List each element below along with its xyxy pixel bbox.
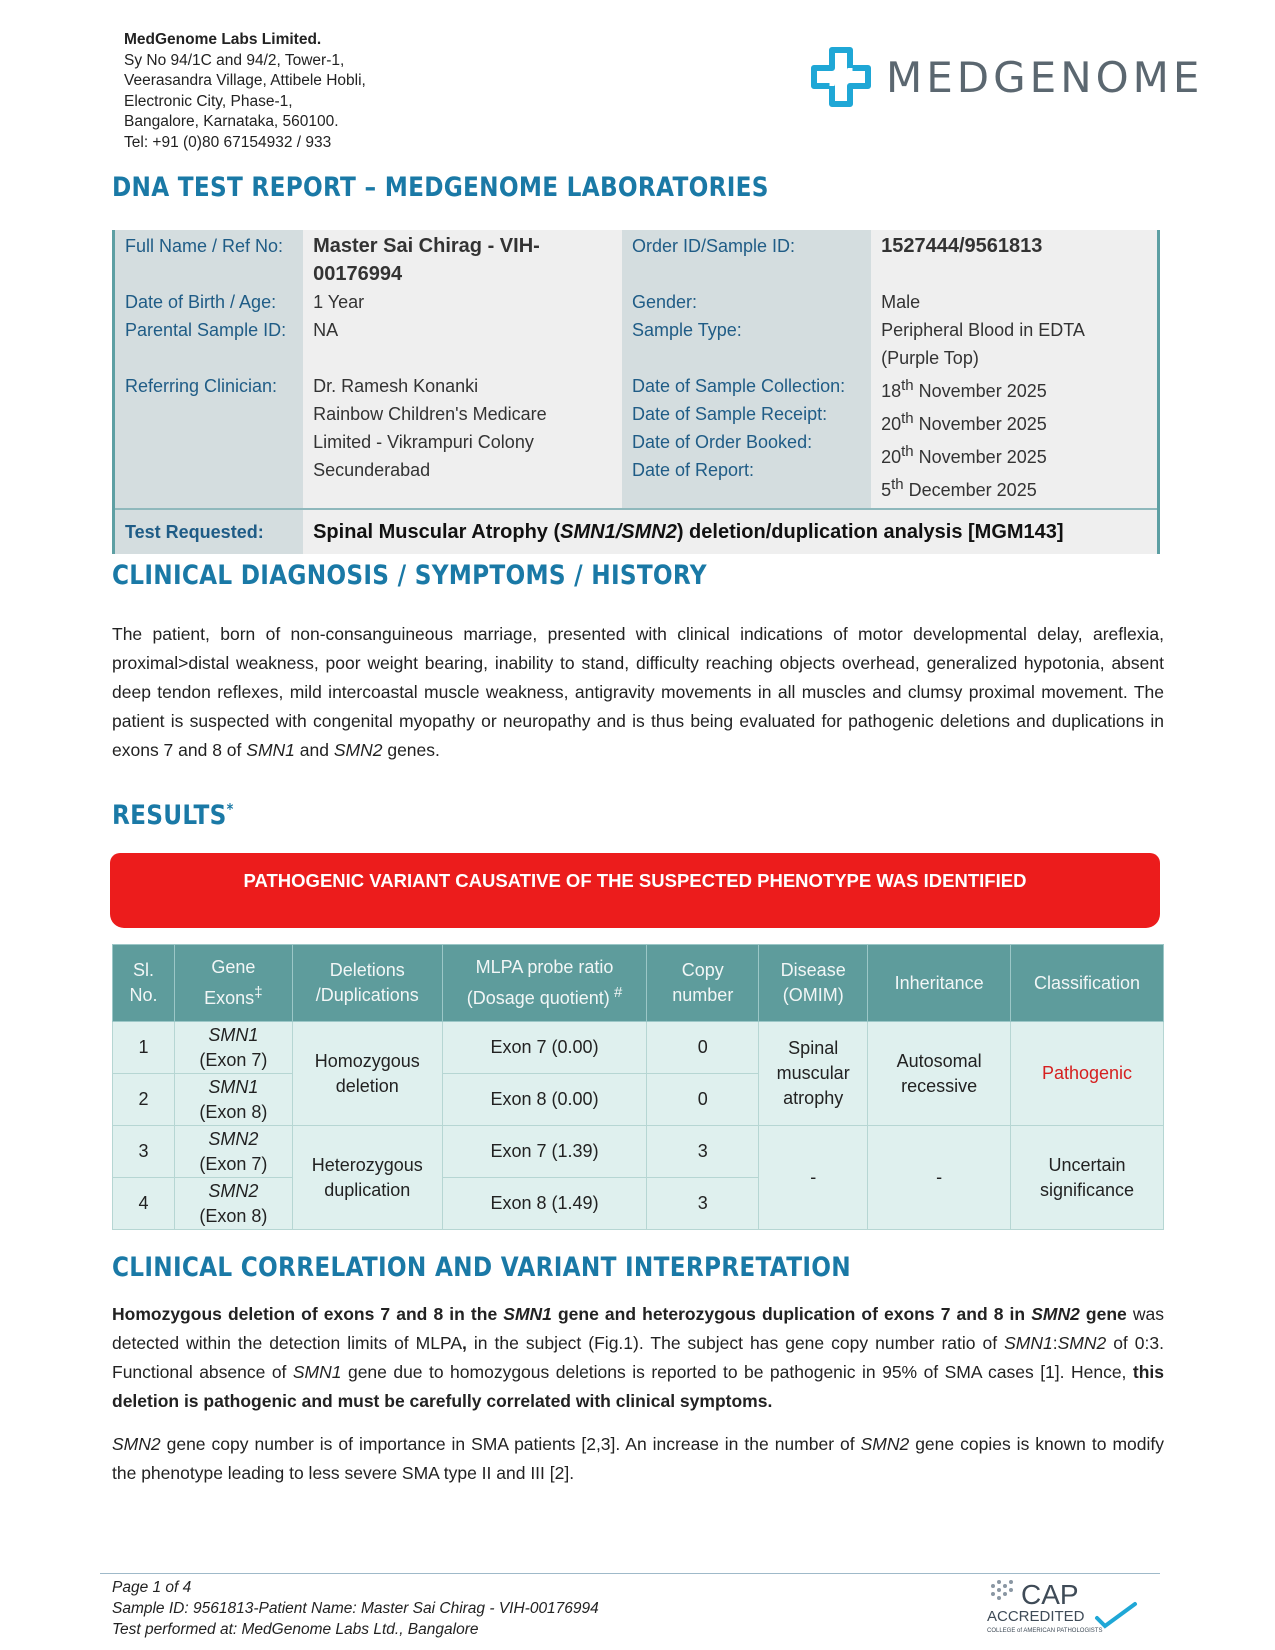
address-line: Tel: +91 (0)80 67154932 / 933 [124, 133, 332, 151]
col-deletions: Deletions /Duplications [292, 945, 442, 1022]
address-line: Electronic City, Phase-1, [124, 92, 293, 110]
address-line: Sy No 94/1C and 94/2, Tower-1, [124, 51, 345, 69]
col-copy: Copy number [647, 945, 759, 1022]
clinician-line: Rainbow Children's Medicare [313, 404, 547, 424]
col-sl: Sl. No. [113, 945, 175, 1022]
sample-type-line: (Purple Top) [881, 348, 979, 368]
patient-info-table [112, 230, 1160, 554]
table-row [113, 1126, 1164, 1178]
row-sl: 3 [113, 1126, 175, 1178]
classification-uncertain: Uncertain significance [1011, 1126, 1164, 1230]
interpretation-paragraph-1: Homozygous deletion of exons 7 and 8 in the SMN1 gene and heterozygous duplication of exons 7 and 8 in SMN2 gene was detected within the detection limits of MLPA, in the subject (Fig.1). The subject has gene copy number ratio of SMN1:SMN2 of 0:3. Functional absence of SMN1 gene due to homozygous deletions is reported to be pathogenic in 95% of SMA cases [1]. Hence, this deletion is pathogenic and must be carefully correlated with clinical symptoms. [112, 1304, 1165, 1411]
row-copy: 3 [647, 1178, 759, 1230]
cap-accredited-logo [985, 1574, 1155, 1634]
row-sl: 4 [113, 1178, 175, 1230]
clinician-line: Limited - Vikrampuri Colony [313, 432, 534, 452]
medgenome-cross-icon [810, 46, 872, 108]
row-gene: SMN2 (Exon 7) [174, 1126, 292, 1178]
lab-name: MedGenome Labs Limited. [124, 31, 322, 48]
report-date-value: 5th December 2025 [881, 476, 1037, 500]
table-row [113, 1022, 1164, 1074]
order-value: 1527444/9561813 [871, 230, 1158, 288]
collection-date-label: Date of Sample Collection: [631, 376, 846, 396]
row-copy: 0 [647, 1074, 759, 1126]
address-line: Veerasandra Village, Attibele Hobli, [124, 72, 366, 89]
row-copy: 0 [647, 1022, 759, 1074]
lab-address [124, 30, 366, 153]
page-footer [112, 1577, 599, 1640]
name-value [303, 230, 622, 288]
receipt-date-label: Date of Sample Receipt: [631, 404, 828, 424]
clinician-line: Dr. Ramesh Konanki [313, 376, 479, 396]
duplication-type: Heterozygous duplication [292, 1126, 442, 1230]
page-number: Page 1 of 4 [112, 1579, 192, 1596]
row-sl: 1 [113, 1022, 175, 1074]
gender-value: Male [871, 288, 1158, 316]
sample-type-value [871, 316, 1158, 372]
medgenome-logo [810, 46, 1203, 108]
inheritance-none: - [868, 1126, 1011, 1230]
cap-college-text: COLLEGE of AMERICAN PATHOLOGISTS [987, 1628, 1103, 1634]
dob-value: 1 Year [303, 288, 622, 316]
results-title: RESULTS* [112, 800, 234, 831]
pathogenic-banner: PATHOGENIC VARIANT CAUSATIVE OF THE SUSPECTED PHENOTYPE WAS IDENTIFIED [110, 853, 1160, 928]
dates-values [871, 372, 1158, 509]
col-gene: Gene Exons‡ [174, 945, 292, 1022]
footer-performed-at: Test performed at: MedGenome Labs Ltd., Bangalore [112, 1621, 479, 1638]
disease: Spinal muscular atrophy [759, 1022, 868, 1126]
report-date-label: Date of Report: [631, 460, 755, 480]
parental-label: Parental Sample ID: [114, 316, 304, 372]
name-value-line: Master Sai Chirag - VIH- [313, 235, 540, 257]
dob-label: Date of Birth / Age: [114, 288, 304, 316]
receipt-date-value: 20th November 2025 [881, 410, 1047, 434]
inheritance: Autosomal recessive [868, 1022, 1011, 1126]
row-mlpa: Exon 7 (0.00) [442, 1022, 647, 1074]
order-label: Order ID/Sample ID: [622, 230, 871, 288]
deletion-type: Homozygous deletion [292, 1022, 442, 1126]
row-mlpa: Exon 8 (0.00) [442, 1074, 647, 1126]
disease-none: - [759, 1126, 868, 1230]
footer-sample-id: Sample ID: 9561813-Patient Name: Master Sai Chirag - VIH-00176994 [112, 1600, 599, 1617]
order-date-label: Date of Order Booked: [631, 432, 813, 452]
classification-pathogenic: Pathogenic [1011, 1022, 1164, 1126]
dates-labels [622, 372, 871, 509]
collection-date-value: 18th November 2025 [881, 377, 1047, 401]
clinician-value [303, 372, 622, 509]
interpretation-paragraph-2: SMN2 gene copy number is of importance in SMA patients [2,3]. An increase in the number of SMN2 gene copies is known to modify the phenotype leading to less severe SMA type II and III [2]. [112, 1434, 1164, 1483]
cap-text: CAP [1021, 1579, 1079, 1610]
row-gene: SMN1 (Exon 8) [174, 1074, 292, 1126]
cap-accredited-text: ACCREDITED [987, 1608, 1085, 1625]
row-mlpa: Exon 7 (1.39) [442, 1126, 647, 1178]
results-header-row [113, 945, 1164, 1022]
col-disease: Disease (OMIM) [759, 945, 868, 1022]
report-title: DNA TEST REPORT – MEDGENOME LABORATORIES [112, 172, 769, 203]
row-mlpa: Exon 8 (1.49) [442, 1178, 647, 1230]
interpretation-title: CLINICAL CORRELATION AND VARIANT INTERPRETATION [112, 1252, 851, 1283]
col-inheritance: Inheritance [868, 945, 1011, 1022]
row-gene: SMN2 (Exon 8) [174, 1178, 292, 1230]
address-line: Bangalore, Karnataka, 560100. [124, 113, 339, 130]
gender-label: Gender: [622, 288, 871, 316]
row-copy: 3 [647, 1126, 759, 1178]
col-classification: Classification [1011, 945, 1164, 1022]
name-label: Full Name / Ref No: [114, 230, 304, 288]
sample-type-line: Peripheral Blood in EDTA [881, 320, 1085, 340]
sample-type-label: Sample Type: [622, 316, 871, 372]
parental-value: NA [303, 316, 622, 372]
row-gene: SMN1 (Exon 7) [174, 1022, 292, 1074]
checkmark-icon [1097, 1604, 1135, 1626]
name-value-line: 00176994 [313, 263, 403, 285]
order-date-value: 20th November 2025 [881, 443, 1047, 467]
clinician-line: Secunderabad [313, 460, 431, 480]
row-sl: 2 [113, 1074, 175, 1126]
clinician-label: Referring Clinician: [114, 372, 304, 509]
results-table [112, 944, 1164, 1230]
clinical-diagnosis-title: CLINICAL DIAGNOSIS / SYMPTOMS / HISTORY [112, 560, 707, 591]
logo-text: MEDGENOME [886, 52, 1204, 102]
clinical-history-text: The patient, born of non-consanguineous marriage, presented with clinical indications of motor developmental delay, areflexia, proximal>distal weakness, poor weight bearing, inability to stand, difficulty reaching objects overhead, generalized hypotonia, absent deep tendon reflexes, mild intercoastal muscle weakness, antigravity movements in all muscles and clumsy proximal movement. The patient is suspected with congenital myopathy or neuropathy and is thus being evaluated for pathogenic deletions and duplications in exons 7 and 8 of SMN1 and SMN2 genes. [112, 624, 1164, 760]
test-requested-value: Spinal Muscular Atrophy (SMN1/SMN2) deletion/duplication analysis [MGM143] [303, 509, 1158, 554]
test-requested-label: Test Requested: [114, 509, 304, 554]
col-mlpa: MLPA probe ratio (Dosage quotient) # [442, 945, 647, 1022]
